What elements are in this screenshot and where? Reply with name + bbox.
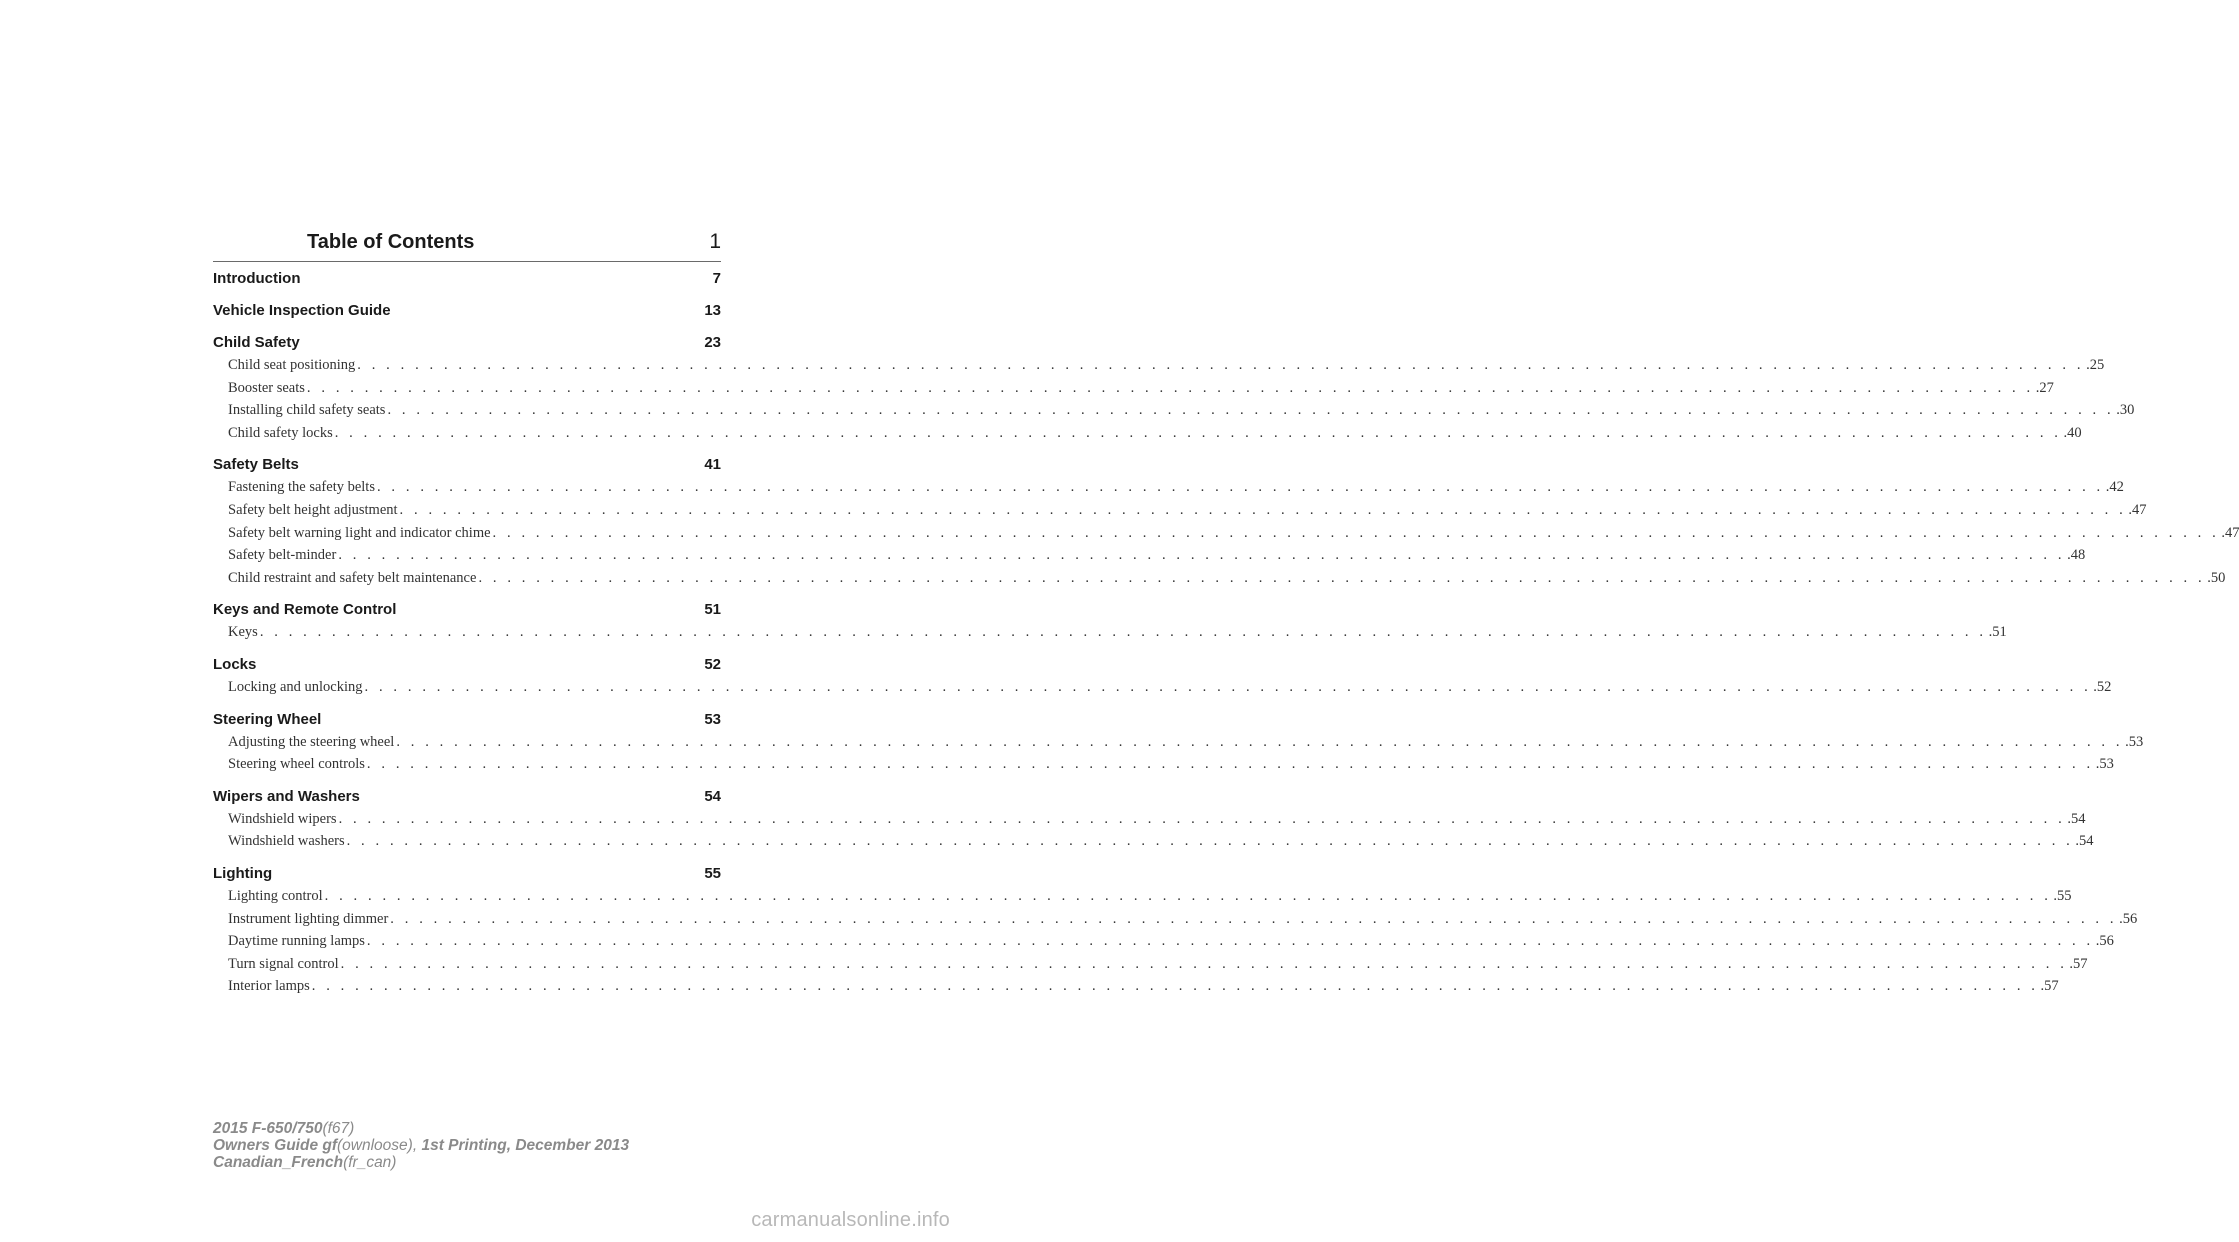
entry-page: .56 — [2119, 910, 2138, 927]
toc-entry[interactable] — [213, 501, 2147, 525]
toc-entry[interactable] — [213, 524, 2239, 548]
footer-line-2: Owners Guide gf(ownloose), 1st Printing, December 2013 — [213, 1137, 630, 1154]
dot-leader: . . . . . . . . . . . . . . . . . . . . . . . . . . . . . . . . . . . . . . . . . . . . . . . . . . . . . . . . . . . . . . . . . . . . . . . . . . . . . . . . . . . . . . . . . . . . . . . . . . . . . . . . . . . . . . . . . . . . . . . . — [376, 479, 2104, 496]
toc-section — [213, 601, 2007, 647]
dot-leader: . . . . . . . . . . . . . . . . . . . . . . . . . . . . . . . . . . . . . . . . . . . . . . . . . . . . . . . . . . . . . . . . . . . . . . . . . . . . . . . . . . . . . . . . . . . . . . . . . . . . . . . . . . . . . . . . . . . . . . . . — [478, 569, 2206, 586]
entry-page: .40 — [2063, 424, 2082, 441]
entry-label: Windshield washers — [228, 833, 345, 850]
page-title: Table of Contents — [307, 231, 475, 253]
dot-leader: . . . . . . . . . . . . . . . . . . . . . . . . . . . . . . . . . . . . . . . . . . . . . . . . . . . . . . . . . . . . . . . . . . . . . . . . . . . . . . . . . . . . . . . . . . . . . . . . . . . . . . . . . . . . . . . . . . . . . . . . — [364, 678, 2092, 695]
dot-leader: . . . . . . . . . . . . . . . . . . . . . . . . . . . . . . . . . . . . . . . . . . . . . . . . . . . . . . . . . . . . . . . . . . . . . . . . . . . . . . . . . . . . . . . . . . . . . . . . . . . . . . . . . . . . . . . . . . . . . . . . — [259, 624, 1987, 641]
section-page: 23 — [704, 334, 721, 351]
dot-leader: . . . . . . . . . . . . . . . . . . . . . . . . . . . . . . . . . . . . . . . . . . . . . . . . . . . . . . . . . . . . . . . . . . . . . . . . . . . . . . . . . . . . . . . . . . . . . . . . . . . . . . . . . . . . . . . . . . . . . . . . — [324, 887, 2052, 904]
table-of-contents — [213, 270, 2239, 1010]
toc-entry[interactable] — [213, 810, 2086, 834]
toc-section-heading[interactable] — [213, 865, 721, 888]
dot-leader: . . . . . . . . . . . . . . . . . . . . . . . . . . . . . . . . . . . . . . . . . . . . . . . . . . . . . . . . . . . . . . . . . . . . . . . . . . . . . . . . . . . . . . . . . . . . . . . . . . . . . . . . . . . . . . . . . . . . . . . . — [390, 910, 2118, 927]
toc-section-heading[interactable] — [213, 656, 721, 679]
entry-page: .53 — [2095, 756, 2114, 773]
entry-page: .47 — [2221, 524, 2239, 541]
section-page: 51 — [704, 601, 721, 619]
dot-leader: . . . . . . . . . . . . . . . . . . . . . . . . . . . . . . . . . . . . . . . . . . . . . . . . . . . . . . . . . . . . . . . . . . . . . . . . . . . . . . . . . . . . . . . . . . . . . . . . . . . . . . . . . . . . . . . . . . . . . . . . — [346, 833, 2074, 850]
dot-leader: . . . . . . . . . . . . . . . . . . . . . . . . . . . . . . . . . . . . . . . . . . . . . . . . . . . . . . . . . . . . . . . . . . . . . . . . . . . . . . . . . . . . . . . . . . . . . . . . . . . . . . . . . . . . . . . . . . . . . . . . — [366, 933, 2094, 950]
section-page: 54 — [704, 787, 721, 805]
section-page: 7 — [712, 270, 721, 287]
entry-page: .55 — [2053, 887, 2072, 904]
entry-page: .51 — [1988, 624, 2007, 641]
toc-entry[interactable] — [213, 402, 2135, 425]
footer-line-1: 2015 F-650/750(f67) — [213, 1120, 355, 1137]
footer-line-3: Canadian_French(fr_can) — [213, 1154, 397, 1171]
dot-leader: . . . . . . . . . . . . . . . . . . . . . . . . . . . . . . . . . . . . . . . . . . . . . . . . . . . . . . . . . . . . . . . . . . . . . . . . . . . . . . . . . . . . . . . . . . . . . . . . . . . . . . . . . . . . . . . . . . . . . . . . — [396, 733, 2124, 750]
entry-page: .53 — [2125, 733, 2144, 750]
entry-label: Child restraint and safety belt maintenance — [228, 569, 477, 586]
dot-leader: . . . . . . . . . . . . . . . . . . . . . . . . . . . . . . . . . . . . . . . . . . . . . . . . . . . . . . . . . . . . . . . . . . . . . . . . . . . . . . . . . . . . . . . . . . . . . . . . . . . . . . . . . . . . . . . . . . . . . . . . — [340, 955, 2068, 972]
toc-section — [213, 334, 2135, 447]
entry-label: Safety belt-minder — [228, 547, 337, 564]
section-title: Safety Belts — [213, 456, 299, 474]
dot-leader: . . . . . . . . . . . . . . . . . . . . . . . . . . . . . . . . . . . . . . . . . . . . . . . . . . . . . . . . . . . . . . . . . . . . . . . . . . . . . . . . . . . . . . . . . . . . . . . . . . . . . . . . . . . . . . . . . . . . . . . . — [311, 978, 2039, 995]
entry-page: .57 — [2069, 955, 2088, 972]
section-title: Locks — [213, 655, 257, 673]
toc-entry[interactable] — [213, 569, 2226, 593]
dot-leader: . . . . . . . . . . . . . . . . . . . . . . . . . . . . . . . . . . . . . . . . . . . . . . . . . . . . . . . . . . . . . . . . . . . . . . . . . . . . . . . . . . . . . . . . . . . . . . . . . . . . . . . . . . . . . . . . . . . . . . . . — [387, 402, 2115, 419]
entry-page: .56 — [2095, 933, 2114, 950]
entry-page: .25 — [2086, 357, 2105, 373]
entry-label: Lighting control — [228, 887, 323, 904]
toc-entry[interactable] — [213, 678, 2112, 702]
dot-leader: . . . . . . . . . . . . . . . . . . . . . . . . . . . . . . . . . . . . . . . . . . . . . . . . . . . . . . . . . . . . . . . . . . . . . . . . . . . . . . . . . . . . . . . . . . . . . . . . . . . . . . . . . . . . . . . . . . . . . . . . — [334, 424, 2062, 441]
entry-page: .42 — [2105, 479, 2124, 496]
entry-page: .52 — [2093, 678, 2112, 695]
entry-label: Child seat positioning — [228, 357, 356, 373]
entry-page: .57 — [2040, 978, 2059, 995]
toc-entry[interactable] — [213, 379, 2054, 403]
toc-section-heading[interactable] — [213, 601, 721, 624]
entry-label: Fastening the safety belts — [228, 479, 375, 496]
entry-page: .27 — [2035, 379, 2054, 396]
toc-entry[interactable] — [213, 357, 2105, 380]
dot-leader: . . . . . . . . . . . . . . . . . . . . . . . . . . . . . . . . . . . . . . . . . . . . . . . . . . . . . . . . . . . . . . . . . . . . . . . . . . . . . . . . . . . . . . . . . . . . . . . . . . . . . . . . . . . . . . . . . . . . . . . . — [338, 547, 2066, 564]
entry-page: .47 — [2128, 501, 2147, 518]
toc-entry[interactable] — [213, 887, 2072, 911]
entry-label: Installing child safety seats — [228, 402, 386, 419]
entry-label: Daytime running lamps — [228, 933, 365, 950]
page-header — [213, 229, 721, 262]
toc-section-heading[interactable] — [213, 788, 721, 811]
entry-label: Safety belt height adjustment — [228, 501, 398, 518]
section-page: 53 — [704, 710, 721, 728]
dot-leader: . . . . . . . . . . . . . . . . . . . . . . . . . . . . . . . . . . . . . . . . . . . . . . . . . . . . . . . . . . . . . . . . . . . . . . . . . . . . . . . . . . . . . . . . . . . . . . . . . . . . . . . . . . . . . . . . . . . . . . . . — [357, 357, 2085, 373]
section-title: Child Safety — [213, 334, 300, 351]
dot-leader: . . . . . . . . . . . . . . . . . . . . . . . . . . . . . . . . . . . . . . . . . . . . . . . . . . . . . . . . . . . . . . . . . . . . . . . . . . . . . . . . . . . . . . . . . . . . . . . . . . . . . . . . . . . . . . . . . . . . . . . . — [306, 379, 2034, 396]
toc-entry[interactable] — [213, 479, 2124, 502]
entry-label: Child safety locks — [228, 424, 333, 441]
section-title: Vehicle Inspection Guide — [213, 302, 391, 319]
section-page: 55 — [704, 864, 721, 882]
page-number: 1 — [709, 230, 721, 253]
entry-label: Interior lamps — [228, 978, 310, 995]
entry-label: Adjusting the steering wheel — [228, 733, 395, 750]
toc-section-heading[interactable] — [213, 334, 721, 357]
toc-entry[interactable] — [213, 978, 2059, 1001]
entry-page: .54 — [2075, 833, 2094, 850]
entry-page: .54 — [2067, 810, 2086, 827]
section-title: Wipers and Washers — [213, 787, 360, 805]
toc-section — [213, 456, 2239, 592]
section-title: Steering Wheel — [213, 710, 322, 728]
toc-section — [213, 787, 2094, 856]
toc-entry[interactable] — [213, 733, 2144, 757]
entry-label: Turn signal control — [228, 955, 339, 972]
entry-page: .50 — [2207, 569, 2226, 586]
toc-entry[interactable] — [213, 955, 2088, 979]
toc-section-heading[interactable] — [213, 711, 721, 734]
dot-leader: . . . . . . . . . . . . . . . . . . . . . . . . . . . . . . . . . . . . . . . . . . . . . . . . . . . . . . . . . . . . . . . . . . . . . . . . . . . . . . . . . . . . . . . . . . . . . . . . . . . . . . . . . . . . . . . . . . . . . . . . — [399, 501, 2127, 518]
toc-section — [213, 710, 2144, 779]
entry-page: .48 — [2067, 547, 2086, 564]
dot-leader: . . . . . . . . . . . . . . . . . . . . . . . . . . . . . . . . . . . . . . . . . . . . . . . . . . . . . . . . . . . . . . . . . . . . . . . . . . . . . . . . . . . . . . . . . . . . . . . . . . . . . . . . . . . . . . . . . . . . . . . . — [338, 810, 2066, 827]
toc-section-heading[interactable] — [213, 270, 721, 293]
toc-section — [213, 270, 721, 293]
toc-entry[interactable] — [213, 547, 2086, 570]
toc-entry[interactable] — [213, 933, 2114, 956]
section-title: Lighting — [213, 864, 273, 882]
entry-label: Booster seats — [228, 379, 305, 396]
entry-label: Instrument lighting dimmer — [228, 910, 389, 927]
toc-section — [213, 864, 2138, 1001]
entry-label: Windshield wipers — [228, 810, 337, 827]
print-footer — [213, 1120, 629, 1171]
dot-leader: . . . . . . . . . . . . . . . . . . . . . . . . . . . . . . . . . . . . . . . . . . . . . . . . . . . . . . . . . . . . . . . . . . . . . . . . . . . . . . . . . . . . . . . . . . . . . . . . . . . . . . . . . . . . . . . . . . . . . . . . — [492, 524, 2220, 541]
toc-entry[interactable] — [213, 833, 2094, 856]
toc-section-heading[interactable] — [213, 302, 721, 325]
toc-section-heading[interactable] — [213, 456, 721, 479]
entry-label: Locking and unlocking — [228, 678, 363, 695]
toc-section — [213, 655, 2112, 702]
section-page: 41 — [704, 456, 721, 474]
toc-entry[interactable] — [213, 910, 2138, 934]
entry-label: Steering wheel controls — [228, 756, 365, 773]
toc-entry[interactable] — [213, 756, 2114, 779]
toc-entry[interactable] — [213, 624, 2007, 647]
toc-entry[interactable] — [213, 424, 2082, 448]
section-title: Keys and Remote Control — [213, 601, 397, 619]
section-page: 13 — [704, 302, 721, 319]
entry-page: .30 — [2116, 402, 2135, 419]
section-page: 52 — [704, 655, 721, 673]
section-title: Introduction — [213, 270, 301, 287]
dot-leader: . . . . . . . . . . . . . . . . . . . . . . . . . . . . . . . . . . . . . . . . . . . . . . . . . . . . . . . . . . . . . . . . . . . . . . . . . . . . . . . . . . . . . . . . . . . . . . . . . . . . . . . . . . . . . . . . . . . . . . . . — [366, 756, 2094, 773]
toc-section — [213, 302, 721, 325]
watermark: carmanualsonline.info — [751, 1209, 950, 1231]
entry-label: Keys — [228, 624, 258, 641]
entry-label: Safety belt warning light and indicator chime — [228, 524, 491, 541]
